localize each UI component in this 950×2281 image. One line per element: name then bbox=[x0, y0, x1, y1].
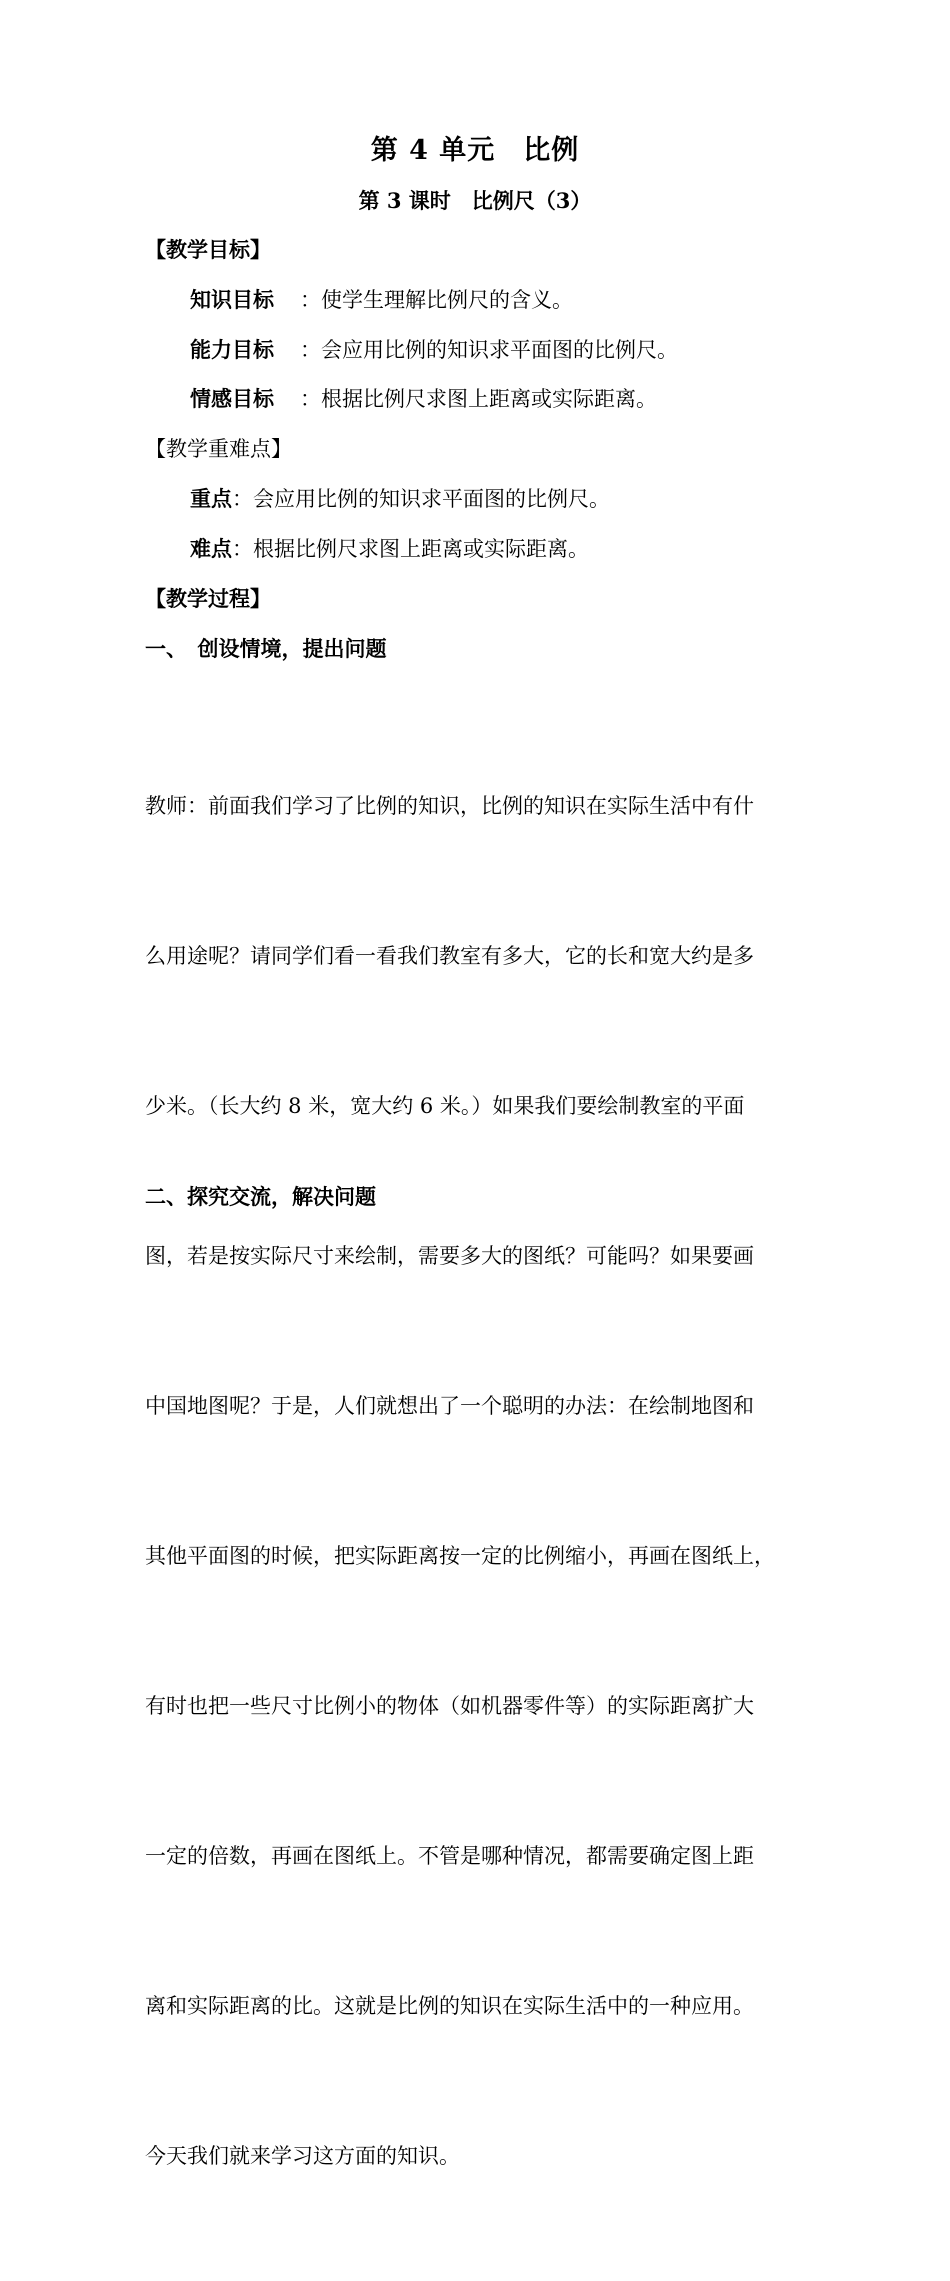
paragraph-line: 么用途呢？请同学们看一看我们教室有多大，它的长和宽大约是多 bbox=[145, 944, 754, 968]
goal-ability bbox=[190, 333, 678, 367]
paragraph-line: 一定的倍数，再画在图纸上。不管是哪种情况，都需要确定图上距 bbox=[145, 1844, 754, 1868]
goal-emotion-label: 情感目标 bbox=[190, 386, 274, 411]
paragraph-line: 今天我们就来学习这方面的知识。 bbox=[145, 2144, 460, 2168]
goal-emotion-text: ：根据比例尺求图上距离或实际距离。 bbox=[300, 387, 657, 411]
key-point-text: ：会应用比例的知识求平面图的比例尺。 bbox=[232, 487, 610, 511]
step2-heading: 二、探究交流，解决问题 bbox=[145, 1184, 376, 1209]
paragraph-line: 离和实际距离的比。这就是比例的知识在实际生活中的一种应用。 bbox=[145, 1994, 754, 2018]
goal-emotion bbox=[190, 382, 657, 416]
paragraph-line: 中国地图呢？于是，人们就想出了一个聪明的办法：在绘制地图和 bbox=[145, 1394, 754, 1418]
difficult-point bbox=[190, 532, 589, 566]
unit-title: 第 4 单元 比例 bbox=[370, 135, 580, 166]
difficult-point-text: ：根据比例尺求图上距离或实际距离。 bbox=[232, 537, 589, 561]
goal-ability-text: ：会应用比例的知识求平面图的比例尺。 bbox=[300, 338, 678, 362]
step1-heading: 一、 创设情境，提出问题 bbox=[145, 636, 387, 661]
goal-ability-label: 能力目标 bbox=[190, 337, 274, 362]
key-point-label: 重点 bbox=[190, 486, 232, 511]
paragraph-line: 有时也把一些尺寸比例小的物体（如机器零件等）的实际距离扩大 bbox=[145, 1694, 754, 1718]
goal-knowledge-text: ：使学生理解比例尺的含义。 bbox=[300, 288, 573, 312]
goal-knowledge-label: 知识目标 bbox=[190, 287, 274, 312]
difficult-point-label: 难点 bbox=[190, 536, 232, 561]
process-heading: 【教学过程】 bbox=[145, 586, 271, 611]
paragraph-line: 少米。（长大约 8 米，宽大约 6 米。）如果我们要绘制教室的平面 bbox=[145, 1094, 745, 1118]
intro-paragraph bbox=[145, 681, 810, 2281]
keypoints-heading: 【教学重难点】 bbox=[145, 437, 292, 461]
goal-knowledge bbox=[190, 283, 573, 317]
paragraph-line: 其他平面图的时候，把实际距离按一定的比例缩小，再画在图纸上， bbox=[145, 1544, 775, 1568]
key-point bbox=[190, 482, 610, 516]
paragraph-line: 图，若是按实际尺寸来绘制，需要多大的图纸？可能吗？如果要画 bbox=[145, 1244, 754, 1268]
lesson-subtitle: 第 3 课时 比例尺（3） bbox=[358, 188, 592, 213]
goals-heading: 【教学目标】 bbox=[145, 237, 271, 262]
paragraph-line: 教师：前面我们学习了比例的知识，比例的知识在实际生活中有什 bbox=[145, 794, 754, 818]
